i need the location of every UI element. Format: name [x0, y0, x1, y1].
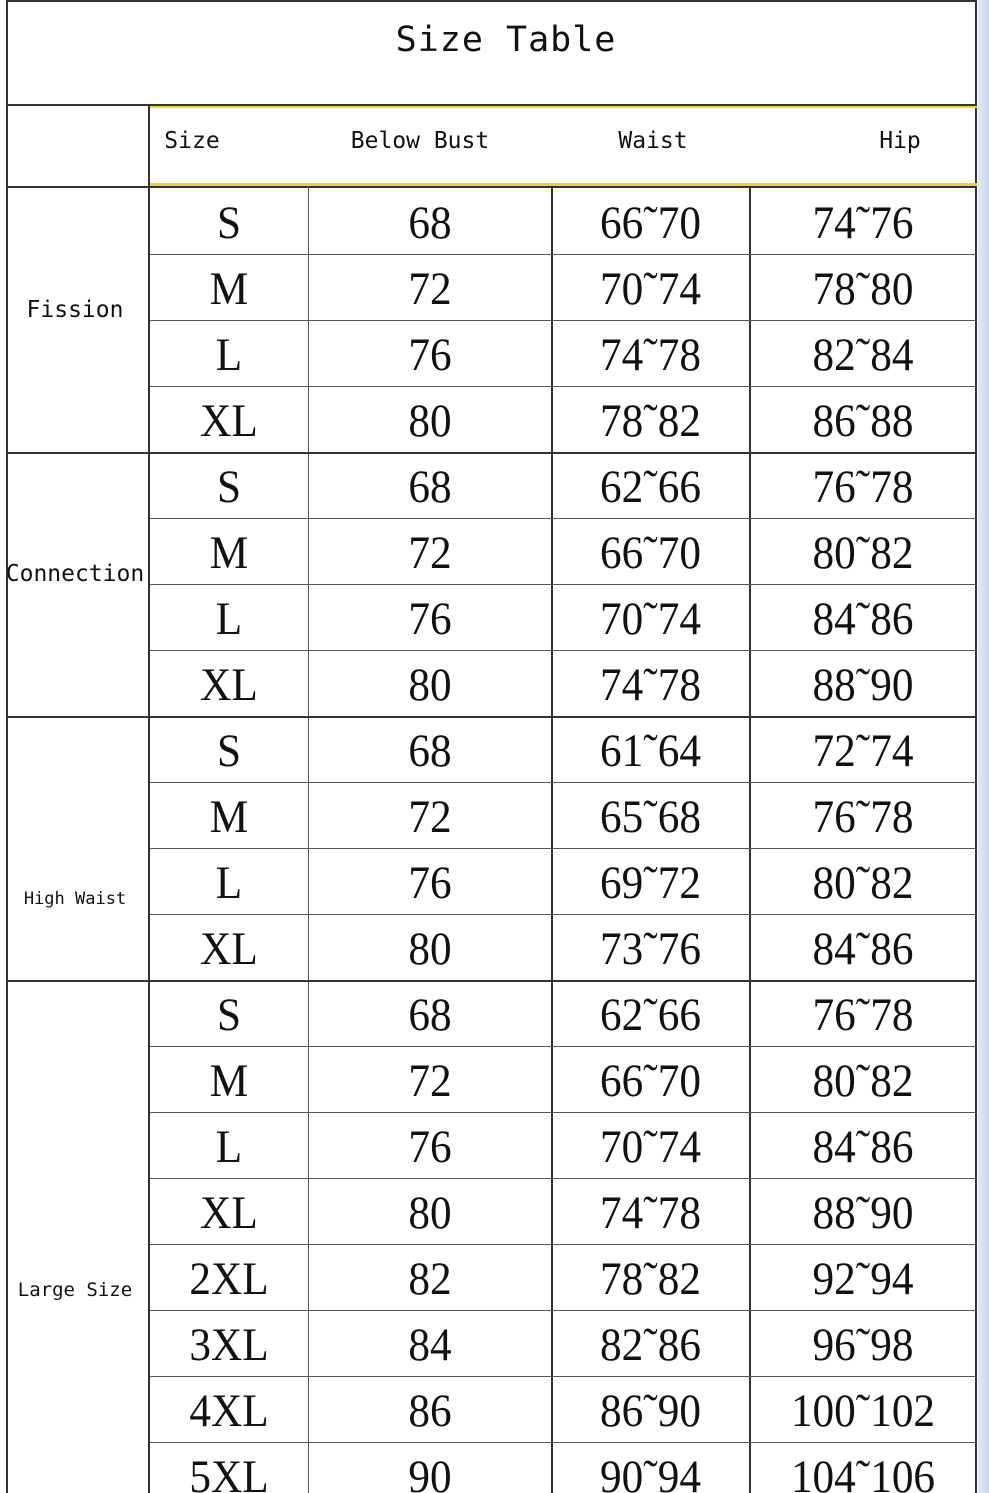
- hip-cell: 80˜82: [812, 527, 914, 579]
- below-bust-cell: 86: [408, 1385, 452, 1437]
- header-hip: Hip: [879, 128, 921, 154]
- hip-cell: 82˜84: [812, 329, 914, 381]
- size-cell: M: [209, 791, 249, 843]
- size-cell: S: [216, 197, 242, 249]
- table-row: [150, 850, 977, 916]
- below-bust-cell: 80: [408, 659, 452, 711]
- size-cell: M: [209, 1055, 249, 1107]
- grid-line-horizontal: [6, 104, 977, 106]
- size-cell: L: [215, 1121, 243, 1173]
- hip-cell: 104˜106: [790, 1451, 936, 1493]
- hip-cell: 76˜78: [812, 989, 914, 1041]
- hip-cell: 88˜90: [812, 659, 914, 711]
- below-bust-cell: 68: [408, 989, 452, 1041]
- below-bust-cell: 76: [408, 593, 452, 645]
- waist-cell: 86˜90: [600, 1385, 701, 1437]
- waist-cell: 78˜82: [600, 1253, 701, 1305]
- table-row: [150, 586, 977, 652]
- size-cell: S: [216, 725, 242, 777]
- below-bust-cell: 72: [408, 1055, 452, 1107]
- hip-cell: 80˜82: [812, 1055, 914, 1107]
- waist-cell: 62˜66: [600, 461, 701, 513]
- waist-cell: 90˜94: [600, 1451, 701, 1493]
- size-cell: XL: [200, 923, 258, 975]
- group-label: Large Size: [17, 1279, 133, 1301]
- waist-cell: 61˜64: [600, 725, 701, 777]
- table-title: Size Table: [395, 20, 617, 60]
- table-row: [150, 256, 977, 322]
- table-row: [150, 388, 977, 454]
- size-cell: S: [216, 989, 242, 1041]
- below-bust-cell: 76: [408, 329, 452, 381]
- hip-cell: 100˜102: [790, 1385, 936, 1437]
- hip-cell: 86˜88: [812, 395, 914, 447]
- below-bust-cell: 80: [408, 395, 452, 447]
- size-cell: L: [215, 593, 243, 645]
- hip-cell: 74˜76: [812, 197, 914, 249]
- table-row: [150, 454, 977, 520]
- table-row: [150, 1114, 977, 1180]
- hip-cell: 72˜74: [812, 725, 914, 777]
- table-row: [150, 718, 977, 784]
- table-row: [150, 1444, 977, 1493]
- waist-cell: 70˜74: [600, 263, 701, 315]
- size-cell: 3XL: [189, 1319, 269, 1371]
- below-bust-cell: 68: [408, 725, 452, 777]
- group-label: Connection: [5, 561, 145, 587]
- table-row: [150, 1246, 977, 1312]
- waist-cell: 66˜70: [600, 527, 701, 579]
- size-cell: 2XL: [189, 1253, 269, 1305]
- table-row: [150, 1048, 977, 1114]
- table-row: [150, 916, 977, 982]
- hip-cell: 88˜90: [812, 1187, 914, 1239]
- waist-cell: 66˜70: [600, 197, 701, 249]
- header-waist: Waist: [618, 128, 688, 154]
- hip-cell: 92˜94: [812, 1253, 914, 1305]
- size-cell: M: [209, 263, 249, 315]
- grid-line-horizontal: [6, 0, 977, 2]
- below-bust-cell: 68: [408, 461, 452, 513]
- size-cell: L: [215, 857, 243, 909]
- hip-cell: 84˜86: [812, 593, 914, 645]
- window-edge: [978, 0, 989, 1493]
- hip-cell: 76˜78: [812, 791, 914, 843]
- size-cell: 5XL: [189, 1451, 269, 1493]
- below-bust-cell: 72: [408, 791, 452, 843]
- size-cell: XL: [200, 395, 258, 447]
- header-size: Size: [164, 128, 220, 154]
- below-bust-cell: 76: [408, 1121, 452, 1173]
- table-row: [150, 520, 977, 586]
- group-label: Fission: [26, 297, 124, 323]
- below-bust-cell: 82: [408, 1253, 452, 1305]
- hip-cell: 80˜82: [812, 857, 914, 909]
- waist-cell: 65˜68: [600, 791, 701, 843]
- grid-line-horizontal: [6, 186, 977, 188]
- table-row: [150, 322, 977, 388]
- waist-cell: 74˜78: [600, 1187, 701, 1239]
- group-label: High Waist: [23, 889, 127, 909]
- below-bust-cell: 72: [408, 527, 452, 579]
- table-row: [150, 190, 977, 256]
- waist-cell: 70˜74: [600, 593, 701, 645]
- size-cell: XL: [200, 659, 258, 711]
- hip-cell: 96˜98: [812, 1319, 914, 1371]
- hip-cell: 78˜80: [812, 263, 914, 315]
- waist-cell: 78˜82: [600, 395, 701, 447]
- waist-cell: 70˜74: [600, 1121, 701, 1173]
- header-below-bust: Below Bust: [350, 128, 490, 154]
- hip-cell: 76˜78: [812, 461, 914, 513]
- table-row: [150, 1378, 977, 1444]
- table-row: [150, 1180, 977, 1246]
- below-bust-cell: 76: [408, 857, 452, 909]
- below-bust-cell: 80: [408, 923, 452, 975]
- size-cell: S: [216, 461, 242, 513]
- below-bust-cell: 80: [408, 1187, 452, 1239]
- waist-cell: 62˜66: [600, 989, 701, 1041]
- table-row: [150, 982, 977, 1048]
- size-cell: L: [215, 329, 243, 381]
- hip-cell: 84˜86: [812, 1121, 914, 1173]
- table-row: [150, 784, 977, 850]
- below-bust-cell: 90: [408, 1451, 452, 1493]
- table-row: [150, 1312, 977, 1378]
- size-cell: 4XL: [189, 1385, 269, 1437]
- table-row: [150, 652, 977, 718]
- hip-cell: 84˜86: [812, 923, 914, 975]
- waist-cell: 82˜86: [600, 1319, 701, 1371]
- size-cell: M: [209, 527, 249, 579]
- waist-cell: 74˜78: [600, 659, 701, 711]
- waist-cell: 74˜78: [600, 329, 701, 381]
- below-bust-cell: 84: [408, 1319, 452, 1371]
- below-bust-cell: 72: [408, 263, 452, 315]
- size-cell: XL: [200, 1187, 258, 1239]
- waist-cell: 73˜76: [600, 923, 701, 975]
- below-bust-cell: 68: [408, 197, 452, 249]
- waist-cell: 69˜72: [600, 857, 701, 909]
- waist-cell: 66˜70: [600, 1055, 701, 1107]
